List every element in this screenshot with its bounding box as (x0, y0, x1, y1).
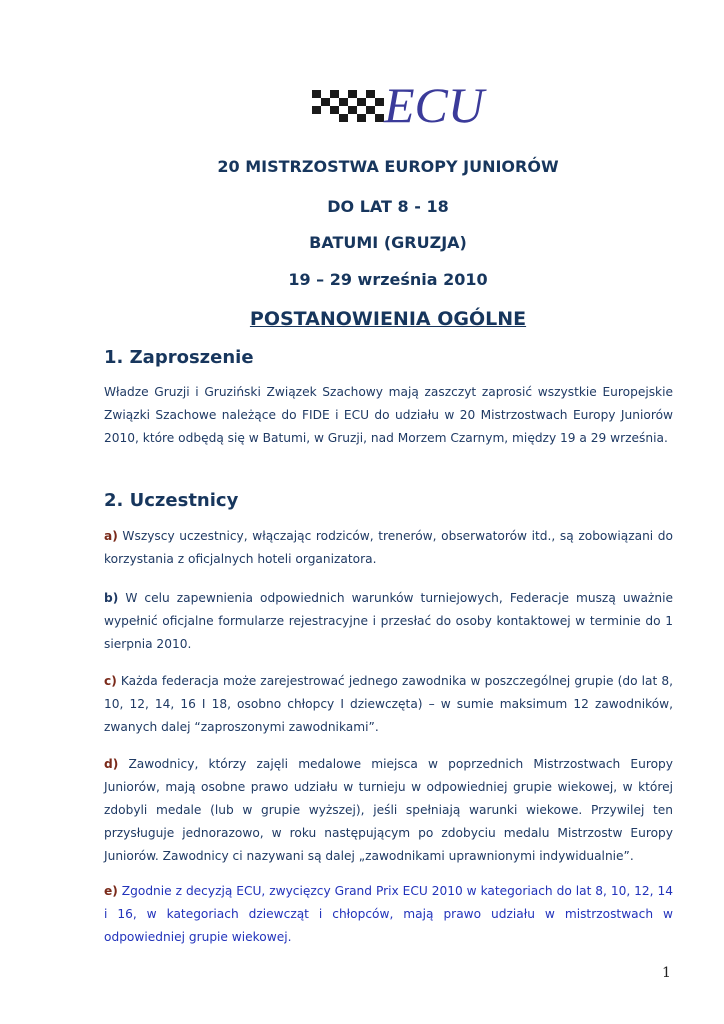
paragraph-c (104, 670, 673, 739)
ecu-logo-text: ECU (384, 78, 484, 130)
header-line-1: 20 MISTRZOSTWA EUROPY JUNIORÓW (217, 157, 559, 176)
paragraph-a-text: Wszyscy uczestnicy, włączając rodziców, trenerów, obserwatorów itd., są zobowiązani do korzystania z oficjalnych hoteli organizatora. (104, 529, 673, 566)
ecu-logo-graphic (310, 78, 500, 130)
paragraph-a (104, 525, 673, 571)
paragraph-b (104, 587, 673, 656)
header-line-3: BATUMI (GRUZJA) (309, 233, 467, 252)
paragraph-b-text: W celu zapewnienia odpowiednich warunków turniejowych, Federacje muszą uważnie wypełnić oficjalne formularze rejestracyjne i przesłać do osoby kontaktowej w terminie do 1 sierpnia 2010. (104, 591, 673, 651)
paragraph-e-label: e) (104, 884, 118, 898)
paragraph-e-text: Zgodnie z decyzją ECU, zwycięzcy Grand Prix ECU 2010 w kategoriach do lat 8, 10, 12, 14 i 16, w kategoriach dziewcząt i chłopców, mają prawo udziału w mistrzostwach w odpowiedniej grupie wiekowej. (104, 884, 673, 944)
paragraph-d-text: Zawodnicy, którzy zajęli medalowe miejsca w poprzednich Mistrzostwach Europy Juniorów, mają osobne prawo udziału w turnieju w odpowiedniej grupie wiekowej, w której zdobyli medale (lub w grupie wyższej), jeśli spełniają warunki wiekowe. Przywilej ten przysługuje jednorazowo, w roku następującym po zdobyciu medalu Mistrzostw Europy Juniorów. Zawodnicy ci nazywani są dalej „zawodnikami uprawnionymi indywidualnie”. (104, 757, 673, 863)
paragraph-d (104, 753, 673, 868)
paragraph-d-label: d) (104, 757, 119, 771)
page-number: 1 (662, 965, 671, 981)
section-title-invitation: 1. Zaproszenie (104, 347, 254, 368)
paragraph-a-label: a) (104, 529, 118, 543)
section-title-participants: 2. Uczestnicy (104, 490, 239, 511)
paragraph-c-text: Każda federacja może zarejestrować jednego zawodnika w poszczególnej grupie (do lat 8, 10, 12, 14, 16 I 18, osobno chłopcy I dziewczęta) – w sumie maksimum 12 zawodników, zwanych dalej “zaproszonymi zawodnikami”. (104, 674, 673, 734)
header-line-4: 19 – 29 września 2010 (288, 270, 488, 289)
paragraph-b-label: b) (104, 591, 119, 605)
header-line-2: DO LAT 8 - 18 (327, 197, 449, 216)
paragraph-e (104, 880, 673, 949)
ecu-logo (310, 78, 500, 130)
invitation-paragraph: Władze Gruzji i Gruziński Związek Szachowy mają zaszczyt zaprosić wszystkie Europejskie Związki Szachowe należące do FIDE i ECU do udziału w 20 Mistrzostwach Europy Juniorów 2010, które odbędą się w Batumi, w Gruzji, nad Morzem Czarnym, między 19 a 29 września. (104, 385, 673, 445)
paragraph-c-label: c) (104, 674, 117, 688)
main-title: POSTANOWIENIA OGÓLNE (249, 308, 527, 330)
